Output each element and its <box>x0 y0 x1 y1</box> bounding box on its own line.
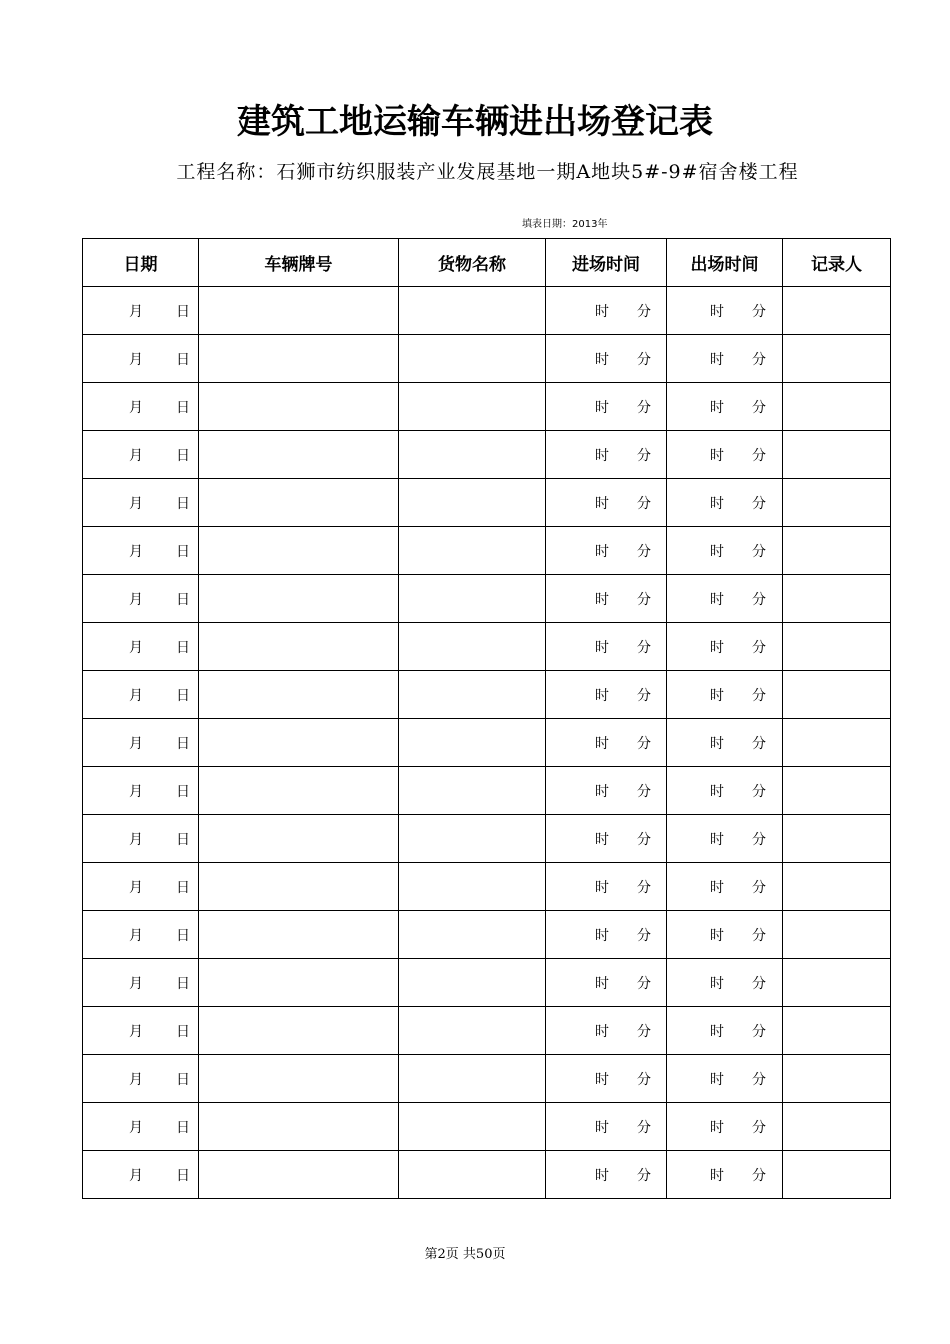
hour-label: 时 <box>710 495 724 512</box>
hour-label: 时 <box>710 1167 724 1184</box>
minute-label: 分 <box>752 879 766 896</box>
hour-label: 时 <box>595 447 609 464</box>
day-label: 日 <box>176 495 190 512</box>
date-cell[interactable] <box>83 1055 199 1103</box>
hour-label: 时 <box>595 975 609 992</box>
entry-time-cell[interactable] <box>546 431 667 479</box>
hour-label: 时 <box>710 831 724 848</box>
date-cell[interactable] <box>83 911 199 959</box>
table-row <box>83 431 891 479</box>
exit-time-cell[interactable] <box>667 959 783 1007</box>
plate-number-cell[interactable] <box>199 911 399 959</box>
month-label: 月 <box>129 351 143 368</box>
minute-label: 分 <box>752 927 766 944</box>
minute-label: 分 <box>752 303 766 320</box>
date-cell[interactable] <box>83 575 199 623</box>
plate-number-cell[interactable] <box>199 335 399 383</box>
table-body <box>83 287 891 1199</box>
exit-time-cell[interactable] <box>667 431 783 479</box>
day-label: 日 <box>176 1023 190 1040</box>
exit-time-cell[interactable] <box>667 383 783 431</box>
day-label: 日 <box>176 687 190 704</box>
hour-label: 时 <box>710 735 724 752</box>
plate-number-cell[interactable] <box>199 431 399 479</box>
entry-time-cell[interactable] <box>546 1151 667 1199</box>
plate-number-cell[interactable] <box>199 815 399 863</box>
date-cell[interactable] <box>83 863 199 911</box>
table-row <box>83 671 891 719</box>
plate-number-cell[interactable] <box>199 959 399 1007</box>
hour-label: 时 <box>595 495 609 512</box>
recorder-cell[interactable] <box>783 671 891 719</box>
table-row <box>83 383 891 431</box>
hour-label: 时 <box>595 879 609 896</box>
month-label: 月 <box>129 639 143 656</box>
day-label: 日 <box>176 1119 190 1136</box>
minute-label: 分 <box>637 351 651 368</box>
recorder-cell[interactable] <box>783 335 891 383</box>
minute-label: 分 <box>637 1167 651 1184</box>
minute-label: 分 <box>752 975 766 992</box>
minute-label: 分 <box>637 735 651 752</box>
hour-label: 时 <box>710 687 724 704</box>
date-cell[interactable] <box>83 383 199 431</box>
cargo-name-cell[interactable] <box>399 431 546 479</box>
exit-time-cell[interactable] <box>667 719 783 767</box>
entry-time-cell[interactable] <box>546 623 667 671</box>
day-label: 日 <box>176 975 190 992</box>
fill-date: 填表日期：2013年 <box>522 219 608 230</box>
minute-label: 分 <box>752 735 766 752</box>
table-row <box>83 1007 891 1055</box>
table-row <box>83 911 891 959</box>
exit-time-cell[interactable] <box>667 623 783 671</box>
hour-label: 时 <box>595 1167 609 1184</box>
hour-label: 时 <box>595 399 609 416</box>
minute-label: 分 <box>752 639 766 656</box>
table-row <box>83 335 891 383</box>
header-date: 日期 <box>83 239 199 287</box>
recorder-cell[interactable] <box>783 959 891 1007</box>
date-cell[interactable] <box>83 959 199 1007</box>
entry-time-cell[interactable] <box>546 959 667 1007</box>
minute-label: 分 <box>637 303 651 320</box>
entry-time-cell[interactable] <box>546 719 667 767</box>
minute-label: 分 <box>752 495 766 512</box>
minute-label: 分 <box>752 783 766 800</box>
hour-label: 时 <box>595 639 609 656</box>
hour-label: 时 <box>710 975 724 992</box>
minute-label: 分 <box>637 687 651 704</box>
minute-label: 分 <box>637 495 651 512</box>
table-row <box>83 575 891 623</box>
hour-label: 时 <box>595 543 609 560</box>
plate-number-cell[interactable] <box>199 383 399 431</box>
minute-label: 分 <box>637 879 651 896</box>
hour-label: 时 <box>710 783 724 800</box>
cargo-name-cell[interactable] <box>399 623 546 671</box>
date-cell[interactable] <box>83 479 199 527</box>
minute-label: 分 <box>752 447 766 464</box>
minute-label: 分 <box>752 591 766 608</box>
cargo-name-cell[interactable] <box>399 767 546 815</box>
table-header-row <box>83 239 891 287</box>
date-cell[interactable] <box>83 623 199 671</box>
table-row <box>83 959 891 1007</box>
minute-label: 分 <box>637 1071 651 1088</box>
table-row <box>83 287 891 335</box>
recorder-cell[interactable] <box>783 767 891 815</box>
minute-label: 分 <box>637 975 651 992</box>
entry-time-cell[interactable] <box>546 1103 667 1151</box>
plate-number-cell[interactable] <box>199 1007 399 1055</box>
exit-time-cell[interactable] <box>667 767 783 815</box>
minute-label: 分 <box>752 543 766 560</box>
day-label: 日 <box>176 1167 190 1184</box>
hour-label: 时 <box>710 351 724 368</box>
recorder-cell[interactable] <box>783 719 891 767</box>
minute-label: 分 <box>752 1023 766 1040</box>
month-label: 月 <box>129 735 143 752</box>
cargo-name-cell[interactable] <box>399 287 546 335</box>
recorder-cell[interactable] <box>783 863 891 911</box>
minute-label: 分 <box>752 399 766 416</box>
hour-label: 时 <box>710 1023 724 1040</box>
minute-label: 分 <box>752 831 766 848</box>
entry-time-cell[interactable] <box>546 671 667 719</box>
recorder-cell[interactable] <box>783 1151 891 1199</box>
cargo-name-cell[interactable] <box>399 575 546 623</box>
table-row <box>83 719 891 767</box>
day-label: 日 <box>176 831 190 848</box>
page-title: 建筑工地运输车辆进出场登记表 <box>237 102 713 142</box>
minute-label: 分 <box>637 783 651 800</box>
hour-label: 时 <box>595 591 609 608</box>
day-label: 日 <box>176 399 190 416</box>
day-label: 日 <box>176 351 190 368</box>
date-cell[interactable] <box>83 719 199 767</box>
month-label: 月 <box>129 783 143 800</box>
exit-time-cell[interactable] <box>667 911 783 959</box>
plate-number-cell[interactable] <box>199 863 399 911</box>
entry-time-cell[interactable] <box>546 479 667 527</box>
entry-time-cell[interactable] <box>546 767 667 815</box>
day-label: 日 <box>176 639 190 656</box>
exit-time-cell[interactable] <box>667 479 783 527</box>
cargo-name-cell[interactable] <box>399 1103 546 1151</box>
day-label: 日 <box>176 303 190 320</box>
date-cell[interactable] <box>83 767 199 815</box>
month-label: 月 <box>129 303 143 320</box>
day-label: 日 <box>176 1071 190 1088</box>
recorder-cell[interactable] <box>783 431 891 479</box>
date-cell[interactable] <box>83 815 199 863</box>
plate-number-cell[interactable] <box>199 1151 399 1199</box>
exit-time-cell[interactable] <box>667 527 783 575</box>
month-label: 月 <box>129 1071 143 1088</box>
hour-label: 时 <box>710 591 724 608</box>
hour-label: 时 <box>595 303 609 320</box>
day-label: 日 <box>176 927 190 944</box>
hour-label: 时 <box>595 1071 609 1088</box>
exit-time-cell[interactable] <box>667 815 783 863</box>
recorder-cell[interactable] <box>783 527 891 575</box>
date-cell[interactable] <box>83 335 199 383</box>
page-footer: 第2页 共50页 <box>424 1247 506 1262</box>
table-row <box>83 623 891 671</box>
entry-time-cell[interactable] <box>546 527 667 575</box>
plate-number-cell[interactable] <box>199 1055 399 1103</box>
recorder-cell[interactable] <box>783 623 891 671</box>
header-exit-time: 出场时间 <box>667 239 783 287</box>
day-label: 日 <box>176 783 190 800</box>
recorder-cell[interactable] <box>783 479 891 527</box>
entry-time-cell[interactable] <box>546 287 667 335</box>
entry-time-cell[interactable] <box>546 335 667 383</box>
minute-label: 分 <box>637 399 651 416</box>
hour-label: 时 <box>710 639 724 656</box>
minute-label: 分 <box>752 687 766 704</box>
cargo-name-cell[interactable] <box>399 479 546 527</box>
cargo-name-cell[interactable] <box>399 1055 546 1103</box>
cargo-name-cell[interactable] <box>399 1007 546 1055</box>
day-label: 日 <box>176 735 190 752</box>
table-row <box>83 863 891 911</box>
date-cell[interactable] <box>83 287 199 335</box>
table-row <box>83 815 891 863</box>
recorder-cell[interactable] <box>783 383 891 431</box>
exit-time-cell[interactable] <box>667 287 783 335</box>
hour-label: 时 <box>710 1119 724 1136</box>
header-entry-time: 进场时间 <box>546 239 667 287</box>
minute-label: 分 <box>637 639 651 656</box>
table-row <box>83 1151 891 1199</box>
exit-time-cell[interactable] <box>667 1007 783 1055</box>
minute-label: 分 <box>637 591 651 608</box>
plate-number-cell[interactable] <box>199 1103 399 1151</box>
month-label: 月 <box>129 1119 143 1136</box>
hour-label: 时 <box>595 351 609 368</box>
date-cell[interactable] <box>83 1103 199 1151</box>
plate-number-cell[interactable] <box>199 479 399 527</box>
hour-label: 时 <box>595 831 609 848</box>
hour-label: 时 <box>710 303 724 320</box>
recorder-cell[interactable] <box>783 815 891 863</box>
plate-number-cell[interactable] <box>199 767 399 815</box>
month-label: 月 <box>129 687 143 704</box>
month-label: 月 <box>129 879 143 896</box>
minute-label: 分 <box>752 1071 766 1088</box>
day-label: 日 <box>176 591 190 608</box>
date-cell[interactable] <box>83 1007 199 1055</box>
recorder-cell[interactable] <box>783 287 891 335</box>
entry-time-cell[interactable] <box>546 863 667 911</box>
day-label: 日 <box>176 447 190 464</box>
date-cell[interactable] <box>83 431 199 479</box>
recorder-cell[interactable] <box>783 1007 891 1055</box>
hour-label: 时 <box>595 687 609 704</box>
entry-time-cell[interactable] <box>546 575 667 623</box>
exit-time-cell[interactable] <box>667 575 783 623</box>
entry-time-cell[interactable] <box>546 911 667 959</box>
cargo-name-cell[interactable] <box>399 719 546 767</box>
exit-time-cell[interactable] <box>667 671 783 719</box>
hour-label: 时 <box>595 1023 609 1040</box>
month-label: 月 <box>129 399 143 416</box>
month-label: 月 <box>129 831 143 848</box>
plate-number-cell[interactable] <box>199 671 399 719</box>
cargo-name-cell[interactable] <box>399 383 546 431</box>
hour-label: 时 <box>710 927 724 944</box>
hour-label: 时 <box>595 927 609 944</box>
month-label: 月 <box>129 543 143 560</box>
hour-label: 时 <box>710 447 724 464</box>
table-row <box>83 1103 891 1151</box>
hour-label: 时 <box>710 1071 724 1088</box>
exit-time-cell[interactable] <box>667 1055 783 1103</box>
recorder-cell[interactable] <box>783 1055 891 1103</box>
entry-time-cell[interactable] <box>546 1055 667 1103</box>
header-cargo-name: 货物名称 <box>399 239 546 287</box>
exit-time-cell[interactable] <box>667 335 783 383</box>
minute-label: 分 <box>637 1023 651 1040</box>
cargo-name-cell[interactable] <box>399 527 546 575</box>
hour-label: 时 <box>595 783 609 800</box>
minute-label: 分 <box>637 927 651 944</box>
project-name: 工程名称：石狮市纺织服装产业发展基地一期A地块5#-9#宿舍楼工程 <box>176 161 799 183</box>
minute-label: 分 <box>637 1119 651 1136</box>
entry-time-cell[interactable] <box>546 383 667 431</box>
entry-time-cell[interactable] <box>546 815 667 863</box>
month-label: 月 <box>129 1023 143 1040</box>
plate-number-cell[interactable] <box>199 287 399 335</box>
table-row <box>83 527 891 575</box>
minute-label: 分 <box>752 1167 766 1184</box>
month-label: 月 <box>129 975 143 992</box>
plate-number-cell[interactable] <box>199 575 399 623</box>
date-cell[interactable] <box>83 1151 199 1199</box>
cargo-name-cell[interactable] <box>399 959 546 1007</box>
plate-number-cell[interactable] <box>199 623 399 671</box>
minute-label: 分 <box>637 447 651 464</box>
minute-label: 分 <box>637 831 651 848</box>
hour-label: 时 <box>710 399 724 416</box>
hour-label: 时 <box>710 879 724 896</box>
cargo-name-cell[interactable] <box>399 1151 546 1199</box>
minute-label: 分 <box>752 1119 766 1136</box>
header-recorder: 记录人 <box>783 239 891 287</box>
month-label: 月 <box>129 495 143 512</box>
table-row <box>83 1055 891 1103</box>
exit-time-cell[interactable] <box>667 1103 783 1151</box>
day-label: 日 <box>176 543 190 560</box>
hour-label: 时 <box>710 543 724 560</box>
month-label: 月 <box>129 447 143 464</box>
month-label: 月 <box>129 591 143 608</box>
month-label: 月 <box>129 1167 143 1184</box>
hour-label: 时 <box>595 735 609 752</box>
recorder-cell[interactable] <box>783 911 891 959</box>
header-plate-number: 车辆牌号 <box>199 239 399 287</box>
day-label: 日 <box>176 879 190 896</box>
cargo-name-cell[interactable] <box>399 815 546 863</box>
recorder-cell[interactable] <box>783 1103 891 1151</box>
cargo-name-cell[interactable] <box>399 671 546 719</box>
plate-number-cell[interactable] <box>199 527 399 575</box>
cargo-name-cell[interactable] <box>399 863 546 911</box>
hour-label: 时 <box>595 1119 609 1136</box>
exit-time-cell[interactable] <box>667 863 783 911</box>
vehicle-log-table <box>82 238 891 1199</box>
cargo-name-cell[interactable] <box>399 335 546 383</box>
entry-time-cell[interactable] <box>546 1007 667 1055</box>
recorder-cell[interactable] <box>783 575 891 623</box>
table-row <box>83 767 891 815</box>
minute-label: 分 <box>752 351 766 368</box>
plate-number-cell[interactable] <box>199 719 399 767</box>
exit-time-cell[interactable] <box>667 1151 783 1199</box>
date-cell[interactable] <box>83 527 199 575</box>
date-cell[interactable] <box>83 671 199 719</box>
minute-label: 分 <box>637 543 651 560</box>
table-row <box>83 479 891 527</box>
month-label: 月 <box>129 927 143 944</box>
cargo-name-cell[interactable] <box>399 911 546 959</box>
